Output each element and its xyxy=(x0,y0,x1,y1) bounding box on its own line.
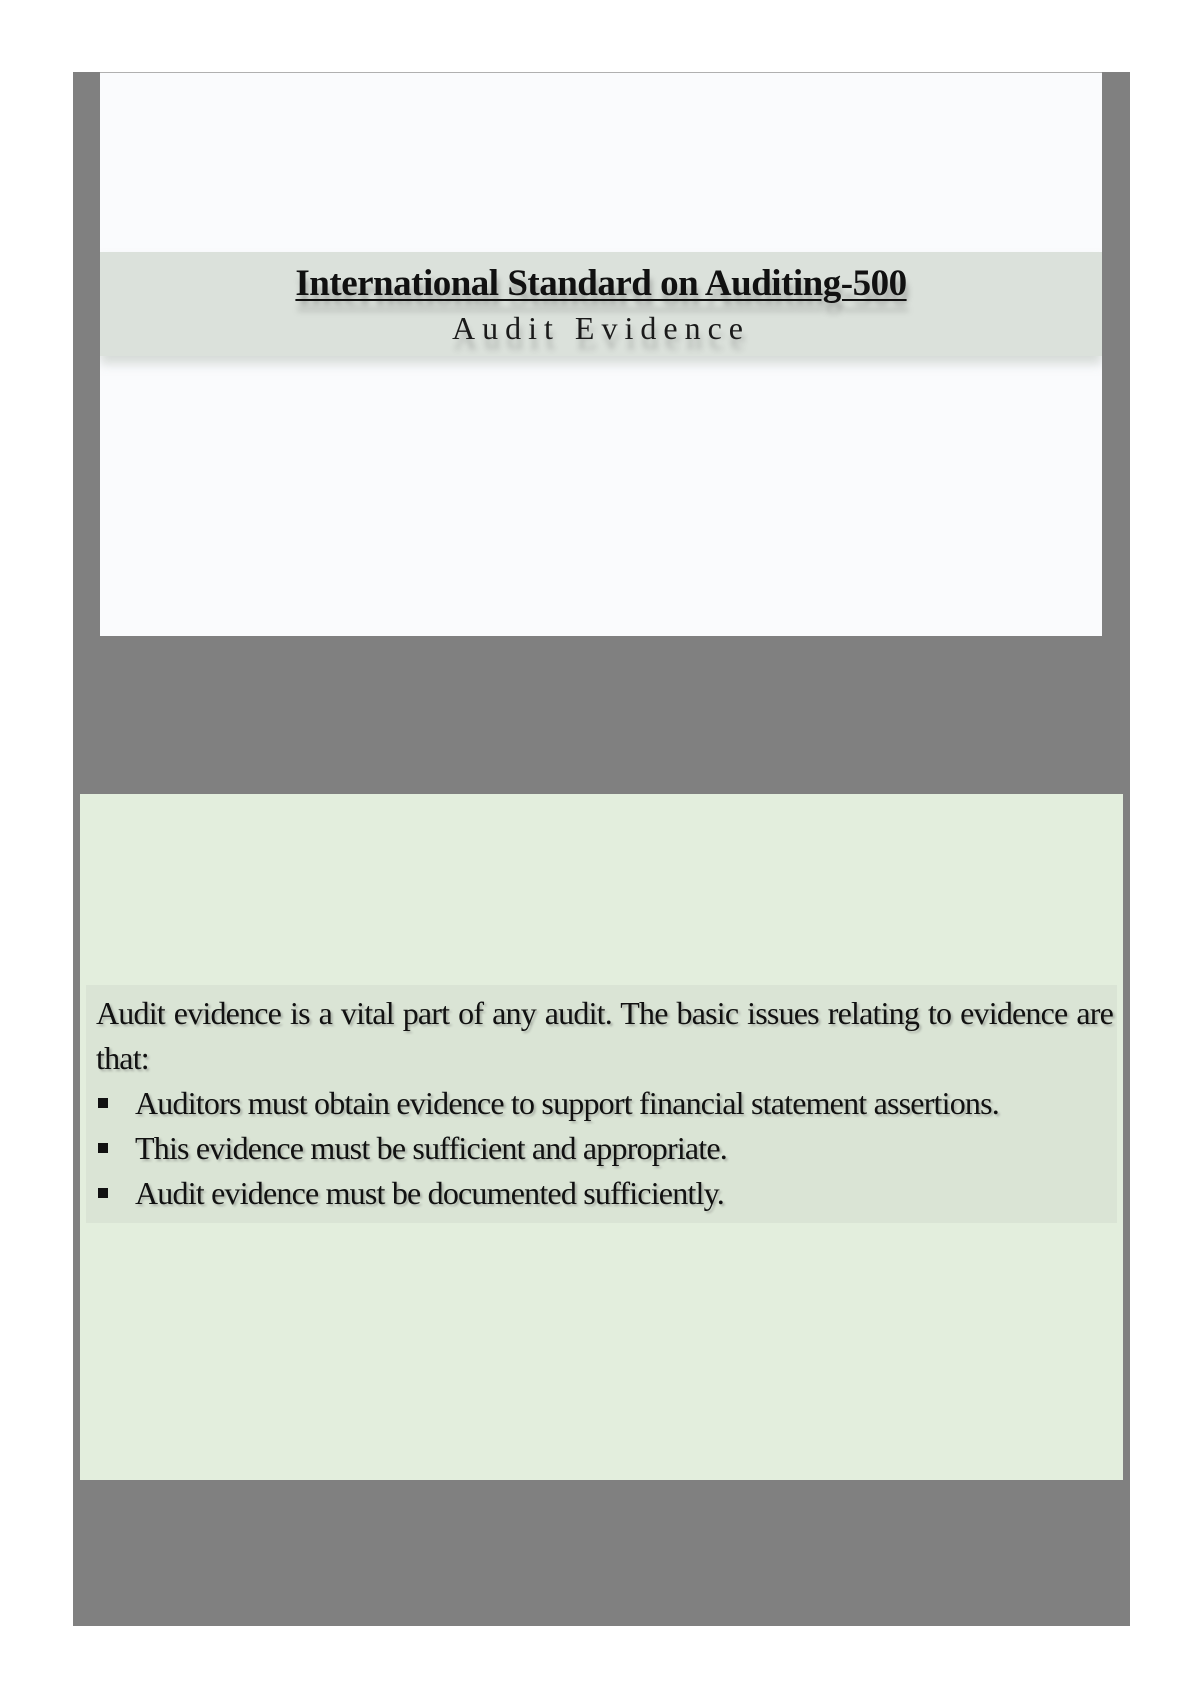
slide-subtitle: Audit Evidence xyxy=(452,310,750,346)
bullet-list xyxy=(96,1081,1113,1216)
slide-title: International Standard on Auditing-500 xyxy=(295,263,907,304)
title-band xyxy=(100,252,1102,356)
bullet-item xyxy=(96,1081,1113,1126)
title-slide xyxy=(100,72,1102,636)
bullet-text: This evidence must be sufficient and appropriate. xyxy=(135,1130,728,1166)
bullet-item xyxy=(96,1126,1113,1171)
square-bullet-icon xyxy=(98,1098,108,1108)
bullet-text: Audit evidence must be documented sufficiently. xyxy=(135,1175,724,1211)
content-box xyxy=(86,985,1117,1223)
content-slide xyxy=(80,794,1123,1480)
document-sheet xyxy=(73,72,1130,1626)
intro-paragraph: Audit evidence is a vital part of any audit. The basic issues relating to evidence are that: xyxy=(96,995,1113,1076)
bullet-text: Auditors must obtain evidence to support financial statement assertions. xyxy=(135,1085,999,1121)
bullet-item xyxy=(96,1171,1113,1216)
square-bullet-icon xyxy=(98,1188,108,1198)
square-bullet-icon xyxy=(98,1143,108,1153)
